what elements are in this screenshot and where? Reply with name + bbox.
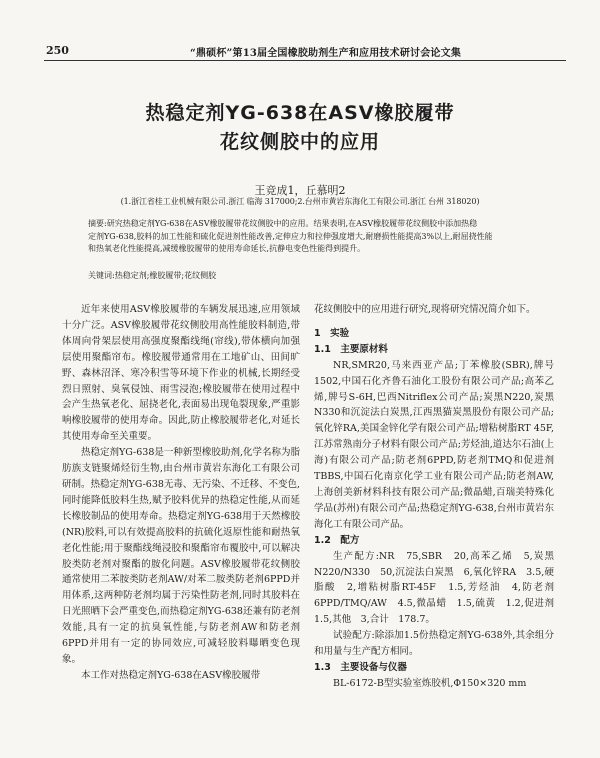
left-column: [62, 302, 300, 684]
section-heading-materials: 1.1 主要原材料: [314, 343, 388, 355]
article-title-line-1: 热稳定剂YG-638在ASV橡胶履带: [145, 102, 455, 124]
section-heading-equipment: 1.3 主要设备与仪器: [314, 661, 407, 673]
materials-paragraph: NR,SMR20,马来西亚产品;丁苯橡胶(SBR),牌号1502,中国石化齐鲁石油化工股份有限公司产品;高苯乙烯,牌号S-6H,巴西Nitriflex公司产品;炭黑N220,炭黑N330和沉淀法白炭黑,江西黑猫炭黑股份有限公司产品;氧化锌RA,美国金锌化学有限公司产品;增粘树脂RT 45F,江苏常熟南分子材料有限公司产品;芳烃油,道达尔石油(上海)有限公司产品;防老剂6PPD,防老剂TMQ和促进剂TBBS,中国石化南京化学工业有限公司产品;防老剂AW,上海创美新材料科技有限公司产品;微晶蜡,百瑞美特殊化学品(苏州)有限公司产品;热稳定剂YG-638,台州市黄岩东海化工有限公司产品。: [314, 359, 554, 530]
intro-paragraph-3: 本工作对热稳定剂YG-638在ASV橡胶履带: [81, 669, 261, 681]
article-title-line-2: 花纹侧胶中的应用: [219, 131, 380, 153]
intro-continuation: 花纹侧胶中的应用进行研究,现将研究情况简介如下。: [314, 304, 536, 315]
intro-paragraph-1: 近年来使用ASV橡胶履带的车辆发展迅速,应用领域十分广泛。ASV橡胶履带花纹侧胶用高性能胶料制造,带体周向骨架层使用高强度聚酯线绳(帘线),带体横向加强层使用聚酯帘布。橡胶履带通常用在工地矿山、田间旷野、森林沼泽、寒冷积雪等环境下作业的机械,长期经受烈日照射、臭氧侵蚀、雨雪浸泡;橡胶履带在使用过程中会产生热氧老化、屈挠老化,表面易出现龟裂现象,严重影响橡胶履带的使用寿命。因此,防止橡胶履带老化,对延长其使用寿命至关重要。: [62, 304, 300, 443]
page-number: 250: [46, 44, 69, 57]
section-heading-formula: 1.2 配方: [314, 534, 360, 546]
formula-paragraph: 生产配方:NR 75,SBR 20,高苯乙烯 5,炭黑N220/N330 50,沉淀法白炭黑 6,氧化锌RA 3.5,硬脂酸 2,增粘树脂RT-45F 1.5,芳烃油 4,防老剂6PPD/TMQ/AW 4.5,微晶蜡 1.5,硫黄 1.2,促进剂 1.5,其他 3,合计 178.7。: [314, 550, 564, 626]
abstract-line-2: 定剂YG-638,胶料的加工性能和硫化促进剂性能改善,定伸应力和拉伸强度增大,耐磨损性能提高3%以上,耐屈挠性能: [88, 231, 493, 241]
abstract-line-3: 和热氧老化性能提高,减缓橡胶履带的使用寿命延长,抗静电变色性能得到提升。: [88, 244, 366, 253]
running-title: “鼎硕杯”第13届全国橡胶助剂生产和应用技术研讨会论文集: [190, 48, 462, 59]
abstract-line-1: 摘要:研究热稳定剂YG-638在ASV橡胶履带花纹侧胶中的应用。结果表明,在ASV橡胶履带花纹侧胶中添加热稳: [88, 219, 478, 228]
abstract: [88, 218, 514, 256]
right-column: [314, 302, 564, 692]
trial-formula-paragraph: 试验配方:除添加1.5份热稳定剂YG-638外,其余组分和用量与生产配方相同。: [314, 630, 554, 658]
authors: 王竞成1，丘慕明2: [254, 184, 346, 197]
section-heading-experiment: 1 实验: [314, 327, 350, 339]
affiliations: (1.浙江省桂工业机械有限公司.浙江 临海 317000;2.台州市黄岩东海化工有限公司.浙江 台州 318020): [120, 197, 480, 206]
equipment-paragraph: BL-6172-B型实验室炼胶机,Φ150×320 mm: [333, 677, 527, 689]
keywords: 关键词:热稳定剂;橡胶履带;花纹侧胶: [88, 271, 217, 280]
intro-paragraph-2: 热稳定剂YG-638是一种新型橡胶助剂,化学名称为脂肪族支链聚烯烃衍生物,由台州市黄岩东海化工有限公司研制。热稳定剂YG-638无毒、无污染、不迁移、不变色,同时能降低胶料生热,赋予胶料优异的热稳定性能,从而延长橡胶制品的使用寿命。热稳定剂YG-638用于天然橡胶(NR)胶料,可以有效提高胶料的抗硫化返原性能和耐热氧老化性能;用于聚酯线绳浸胶和聚酯帘布覆胶中,可以解决胶类防老剂对聚酯的胺化问题。ASV橡胶履带花纹侧胶通常使用二苯胺类防老剂AW/对苯二胺类防老剂6PPD并用体系,这两种防老剂均属于污染性防老剂,同时其胶料在日光照晒下会严重变色,而热稳定剂YG-638还兼有防老剂效能,具有一定的抗臭氧性能,与防老剂AW和防老剂6PPD并用有一定的协同效应,可减轻胶料曝晒变色现象。: [62, 447, 300, 665]
header-divider: [44, 60, 566, 61]
